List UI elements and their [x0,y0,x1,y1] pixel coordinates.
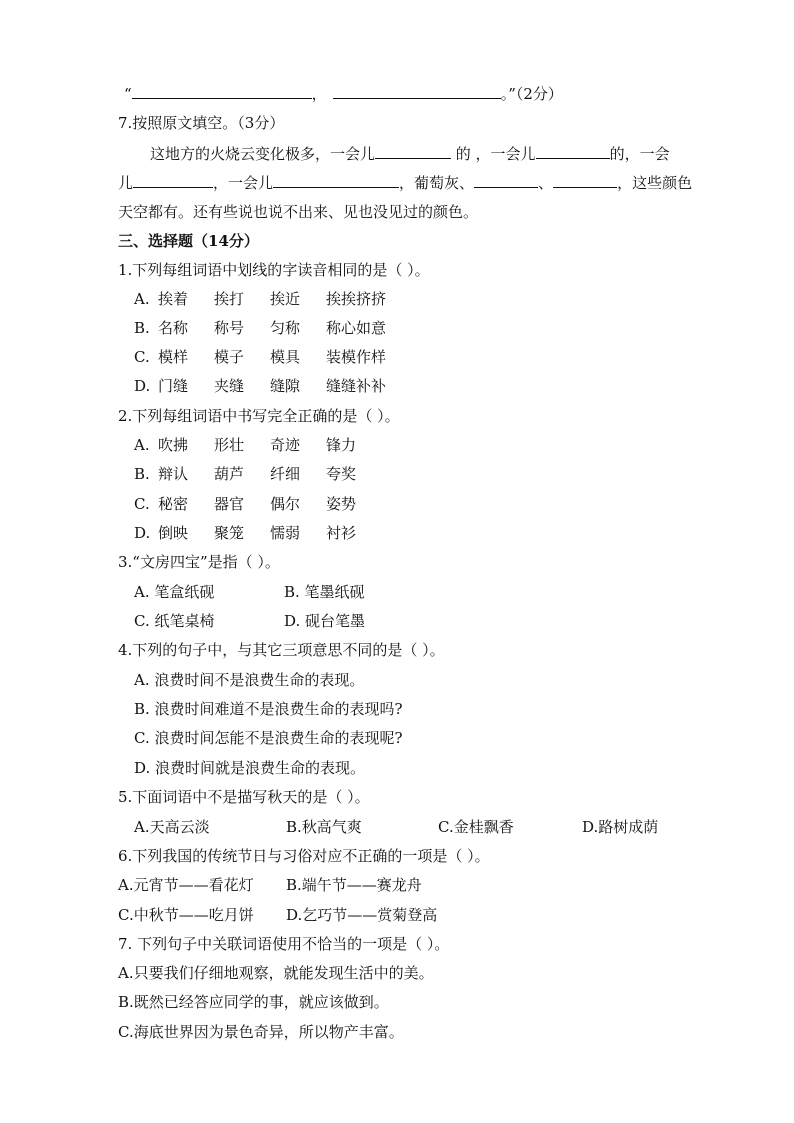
w: 奇迹 [270,436,301,454]
q5-option-b[interactable]: B.秋高气爽 [286,818,362,836]
k: C. [134,495,150,513]
w: 称号 [214,319,245,337]
q1-option-a[interactable] [134,289,386,309]
q5-option-d[interactable]: D.路树成荫 [582,818,659,836]
q3-option-b[interactable]: B. 笔墨纸砚 [284,583,365,601]
q7-fill-line2 [118,173,692,193]
blank[interactable] [133,173,213,188]
w: 装模作样 [326,348,387,366]
section-title: 三、选择题（14分） [118,232,259,250]
w: 姿势 [326,495,357,513]
k: A. [134,290,150,308]
blank[interactable] [273,173,399,188]
open-quote: “ [124,85,132,103]
k: C. [134,348,150,366]
blank[interactable] [132,84,312,99]
close-quote: 。” [500,85,516,103]
q4-option-d[interactable]: D. 浪费时间就是浪费生命的表现。 [134,759,366,777]
w: 模样 [158,348,189,366]
w: 模子 [214,348,245,366]
blank[interactable] [375,144,451,159]
w: 名称 [158,319,189,337]
w: 懦弱 [270,524,301,542]
k: D. [134,377,151,395]
w: 辩认 [158,465,189,483]
w: 秘密 [158,495,189,513]
text: ，一会儿 [213,174,274,192]
text: 的，一会 [609,145,670,163]
quote-fill-line [124,84,563,104]
w: 挨近 [270,290,301,308]
q7-option-b[interactable]: B.既然已经答应同学的事，就应该做到。 [118,993,389,1011]
w: 缝缝补补 [326,377,387,395]
w: 偶尔 [270,495,301,513]
w: 门缝 [158,377,189,395]
q6-options-row2 [118,905,437,925]
q7-stem: 7. 下列句子中关联词语使用不恰当的一项是（ ）。 [118,935,450,953]
q5-option-a[interactable]: A.天高云淡 [134,818,210,836]
text: ，葡萄灰、 [399,174,475,192]
q4-option-c[interactable]: C. 浪费时间怎能不是浪费生命的表现呢? [134,729,403,747]
w: 挨打 [214,290,245,308]
q3-options-row1 [134,582,365,602]
q4-option-a[interactable]: A. 浪费时间不是浪费生命的表现。 [134,671,365,689]
q1-stem: 1.下列每组词语中划线的字读音相同的是（ ）。 [118,261,430,279]
q6-stem: 6.下列我国的传统节日与习俗对应不正确的一项是（ ）。 [118,847,490,865]
q6-option-d[interactable]: D.乞巧节——赏菊登高 [286,906,438,924]
text: ，这些颜色 [617,174,693,192]
w: 纤细 [270,465,301,483]
q6-option-c[interactable]: C.中秋节——吃月饼 [118,906,254,924]
q4-option-b[interactable]: B. 浪费时间难道不是浪费生命的表现吗? [134,700,403,718]
q7-option-a[interactable]: A.只要我们仔细地观察，就能发现生活中的美。 [118,964,434,982]
q7-fill-line1 [150,144,670,164]
q3-options-row2 [134,611,365,631]
w: 夸奖 [326,465,357,483]
blank[interactable] [553,173,617,188]
w: 衬衫 [326,524,357,542]
w: 形壮 [214,436,245,454]
w: 器官 [214,495,245,513]
k: A. [134,436,150,454]
w: 聚笼 [214,524,245,542]
q2-option-b[interactable] [134,464,356,484]
w: 称心如意 [326,319,387,337]
text: 、 [538,174,554,192]
q1-option-b[interactable] [134,318,386,338]
q2-option-d[interactable] [134,523,356,543]
text: 这地方的火烧云变化极多，一会儿 [150,145,376,163]
q2-option-c[interactable] [134,494,356,514]
q5-stem: 5.下面词语中不是描写秋天的是（ ）。 [118,788,370,806]
q3-option-a[interactable]: A. 笔盒纸砚 [134,583,215,601]
q3-option-c[interactable]: C. 纸笔桌椅 [134,612,215,630]
k: B. [134,465,150,483]
comma: ， [311,85,327,103]
w: 挨着 [158,290,189,308]
q3-stem: 3.“文房四宝”是指（ ）。 [118,553,280,571]
w: 匀称 [270,319,301,337]
q4-stem: 4.下列的句子中，与其它三项意思不同的是（ ）。 [118,641,445,659]
q7-option-c[interactable]: C.海底世界因为景色奇异，所以物产丰富。 [118,1023,404,1041]
score: （2分） [515,85,563,103]
q5-option-c[interactable]: C.金桂飘香 [438,818,514,836]
q2-option-a[interactable] [134,435,356,455]
blank[interactable] [536,144,610,159]
w: 缝隙 [270,377,301,395]
w: 葫芦 [214,465,245,483]
q7-fill-title: 7.按照原文填空。（3分） [118,114,285,132]
k: B. [134,319,150,337]
q6-options-row1 [118,875,422,895]
w: 吹拂 [158,436,189,454]
q3-option-d[interactable]: D. 砚台笔墨 [284,612,366,630]
k: D. [134,524,151,542]
q6-option-a[interactable]: A.元宵节——看花灯 [118,876,254,894]
q7-fill-line3: 天空都有。还有些说也说不出来、见也没见过的颜色。 [118,203,479,221]
w: 倒映 [158,524,189,542]
text: 儿 [118,174,134,192]
w: 模具 [270,348,301,366]
q1-option-d[interactable] [134,376,386,396]
q5-options [134,817,658,837]
w: 挨挨挤挤 [326,290,387,308]
q6-option-b[interactable]: B.端午节——赛龙舟 [286,876,422,894]
w: 锋力 [326,436,357,454]
q2-stem: 2.下列每组词语中书写完全正确的是（ ）。 [118,407,400,425]
w: 夹缝 [214,377,245,395]
blank[interactable] [333,84,501,99]
q1-option-c[interactable] [134,347,386,367]
text: 的 ，一会儿 [451,145,536,163]
blank[interactable] [474,173,538,188]
